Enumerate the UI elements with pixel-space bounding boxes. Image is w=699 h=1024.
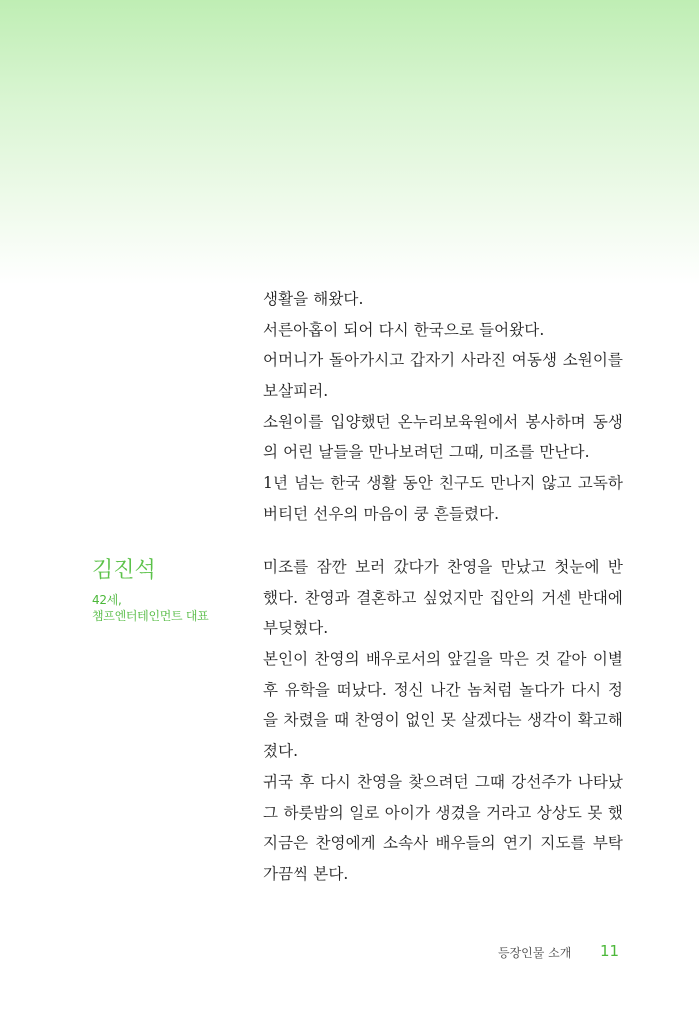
body-text-section-1 — [263, 284, 623, 530]
paragraph-line: 1년 넘는 한국 생활 동안 친구도 만나지 않고 고독하 — [263, 474, 623, 493]
footer-section-label: 등장인물 소개 — [498, 946, 572, 960]
paragraph-line: 생활을 해왔다. — [263, 290, 364, 308]
paragraph-line: 보살피러. — [263, 382, 329, 401]
header-gradient-band — [0, 0, 699, 285]
paragraph-line: 가끔씩 본다. — [263, 864, 349, 883]
paragraph-line: 버티던 선우의 마음이 쿵 흔들렸다. — [263, 504, 500, 523]
paragraph-line: 소원이를 입양했던 온누리보육원에서 봉사하며 동생 — [263, 412, 623, 431]
paragraph-line: 후 유학을 떠났다. 정신 나간 놈처럼 놀다가 다시 정 — [263, 680, 623, 699]
paragraph-line: 지금은 찬영에게 소속사 배우들의 연기 지도를 부탁 — [263, 834, 623, 853]
page-number: 11 — [600, 942, 620, 960]
paragraph-line: 서른아홉이 되어 다시 한국으로 들어왔다. — [263, 320, 545, 339]
paragraph-line: 미조를 잠깐 보러 갔다가 찬영을 만났고 첫눈에 반 — [263, 558, 623, 576]
paragraph-line: 을 차렸을 때 찬영이 없인 못 살겠다는 생각이 확고해 — [263, 711, 623, 730]
body-text-section-2 — [263, 552, 623, 890]
paragraph-line: 어머니가 돌아가시고 갑자기 사라진 여동생 소원이를 — [263, 351, 623, 370]
paragraph-line: 했다. 찬영과 결혼하고 싶었지만 집안의 거센 반대에 — [263, 588, 623, 607]
character-role: 챔프엔터테인먼트 대표 — [92, 609, 209, 623]
paragraph-line: 졌다. — [263, 742, 299, 761]
paragraph-line: 본인이 찬영의 배우로서의 앞길을 막은 것 같아 이별 — [263, 650, 623, 669]
character-age: 42세, — [92, 593, 122, 607]
paragraph-line: 의 어린 날들을 만나보려던 그때, 미조를 만난다. — [263, 443, 590, 462]
paragraph-line: 그 하룻밤의 일로 아이가 생겼을 거라고 상상도 못 했 — [263, 803, 623, 822]
paragraph-line: 귀국 후 다시 찬영을 찾으려던 그때 강선주가 나타났 — [263, 772, 623, 791]
character-name: 김진석 — [92, 558, 156, 583]
paragraph-line: 부딪혔다. — [263, 619, 329, 638]
